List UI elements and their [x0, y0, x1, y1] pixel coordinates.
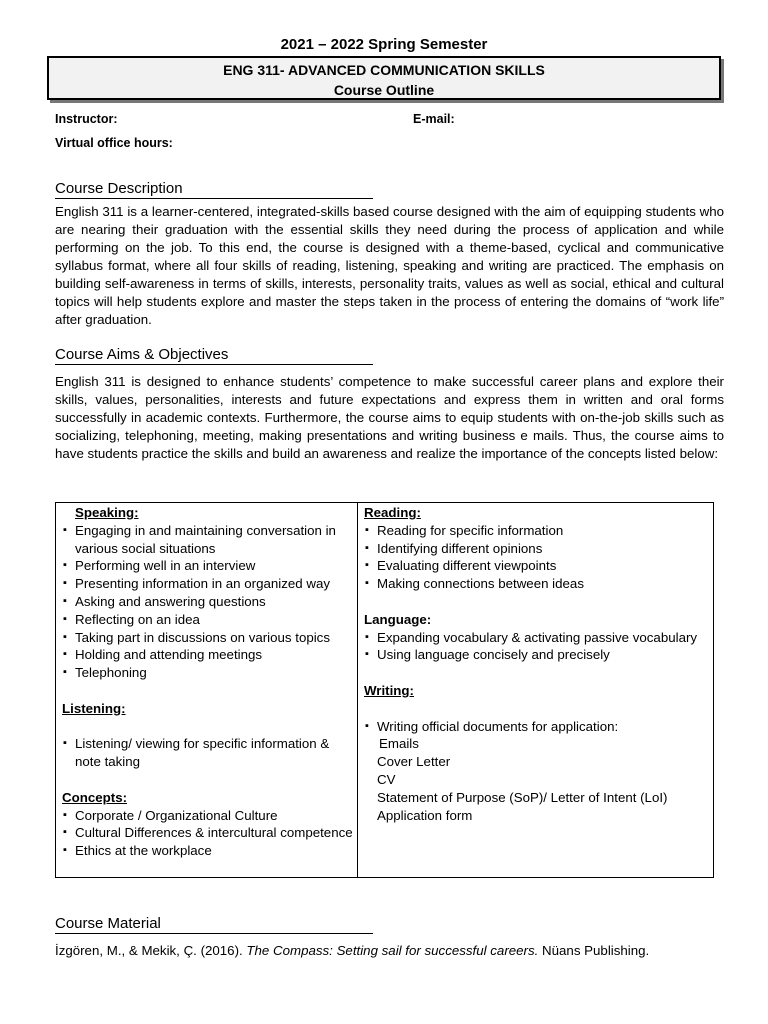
list-item: ▪ Corporate / Organizational Culture	[62, 807, 357, 825]
concepts-heading: Concepts:	[62, 789, 128, 805]
skills-table	[55, 502, 714, 878]
list-item: ▪ Engaging in and maintaining conversation in various social situations	[62, 522, 357, 558]
speaking-list	[62, 522, 357, 682]
list-item: ▪ Making connections between ideas	[364, 575, 713, 593]
writing-sub-item: Application form	[377, 807, 473, 823]
instructor-label: Instructor:	[55, 112, 118, 126]
course-description-heading: Course Description	[55, 180, 373, 199]
list-item: ▪ Cultural Differences & intercultural competence	[62, 824, 357, 842]
course-title: ENG 311- ADVANCED COMMUNICATION SKILLS	[223, 62, 545, 78]
list-item: ▪ Taking part in discussions on various topics	[62, 629, 357, 647]
reading-heading: Reading:	[364, 505, 421, 520]
semester-title: 2021 – 2022 Spring Semester	[280, 36, 488, 53]
list-item: ▪ Reflecting on an idea	[62, 611, 357, 629]
list-item: ▪ Holding and attending meetings	[62, 646, 357, 664]
writing-heading: Writing:	[364, 682, 414, 698]
reference-publisher: Nüans Publishing.	[542, 943, 650, 958]
listening-heading: Listening:	[62, 700, 126, 716]
list-item: ▪ Telephoning	[62, 664, 357, 682]
list-item: ▪ Listening/ viewing for specific information & note taking	[62, 735, 357, 771]
writing-sub-item: Emails	[379, 736, 419, 752]
writing-sub-item: Cover Letter	[377, 754, 451, 770]
language-list	[364, 629, 713, 665]
course-outline-subtitle: Course Outline	[333, 82, 435, 98]
writing-sub-item: Statement of Purpose (SoP)/ Letter of Intent (LoI)	[377, 789, 668, 805]
writing-list	[364, 718, 713, 736]
list-item: ▪ Using language concisely and precisely	[364, 646, 713, 664]
list-item: ▪ Reading for specific information	[364, 522, 713, 540]
reference-authors: İzgören, M., & Mekik, Ç. (2016).	[55, 943, 243, 958]
list-item: ▪ Ethics at the workplace	[62, 842, 357, 860]
list-item: ▪ Presenting information in an organized way	[62, 575, 357, 593]
course-title-box	[47, 56, 721, 100]
reference-book-title: The Compass: Setting sail for successful careers.	[246, 943, 539, 958]
course-material-heading: Course Material	[55, 915, 373, 934]
course-aims-heading: Course Aims & Objectives	[55, 346, 373, 365]
speaking-heading: Speaking:	[75, 505, 139, 520]
skills-left-column	[56, 503, 358, 877]
email-label: E-mail:	[413, 112, 455, 126]
skills-right-column	[358, 503, 713, 877]
list-item: ▪ Identifying different opinions	[364, 540, 713, 558]
language-heading: Language:	[364, 611, 432, 627]
listening-list	[62, 735, 357, 771]
list-item: ▪ Expanding vocabulary & activating passive vocabulary	[364, 629, 713, 647]
list-item: ▪ Performing well in an interview	[62, 557, 357, 575]
list-item: ▪ Asking and answering questions	[62, 593, 357, 611]
writing-sub-item: CV	[377, 771, 396, 787]
course-material-reference	[55, 943, 649, 958]
office-hours-label: Virtual office hours:	[55, 136, 173, 150]
list-item: ▪ Evaluating different viewpoints	[364, 557, 713, 575]
course-aims-text: English 311 is designed to enhance students’ competence to make successful career plans and explore their skills, values, personalities, interests and future expectations and express them in written and oral forms successfully in academic contexts. Furthermore, the course aims to equip students with on-the-job skills such as socializing, telephoning, meeting, making presentations and writing business e mails. Thus, the course aims to have students practice the skills and build an awareness and realize the importance of the concepts listed below:	[55, 374, 724, 461]
concepts-list	[62, 807, 357, 860]
reading-list	[364, 522, 713, 593]
course-description-text: English 311 is a learner-centered, integrated-skills based course designed with the aim of equipping students who are nearing their graduation with the essential skills they need during the process of application and while performing on the job. To this end, the course is designed with a theme-based, cyclical and communicative syllabus format, where all four skills of reading, listening, speaking and writing are practiced. The emphasis on building self-awareness in terms of skills, interests, personality traits, values as well as social, ethical and cultural topics will help students explore and master the steps taken in the process of entering the domains of “work life” after graduation.	[55, 204, 724, 327]
list-item: ▪ Writing official documents for application:	[364, 718, 713, 736]
